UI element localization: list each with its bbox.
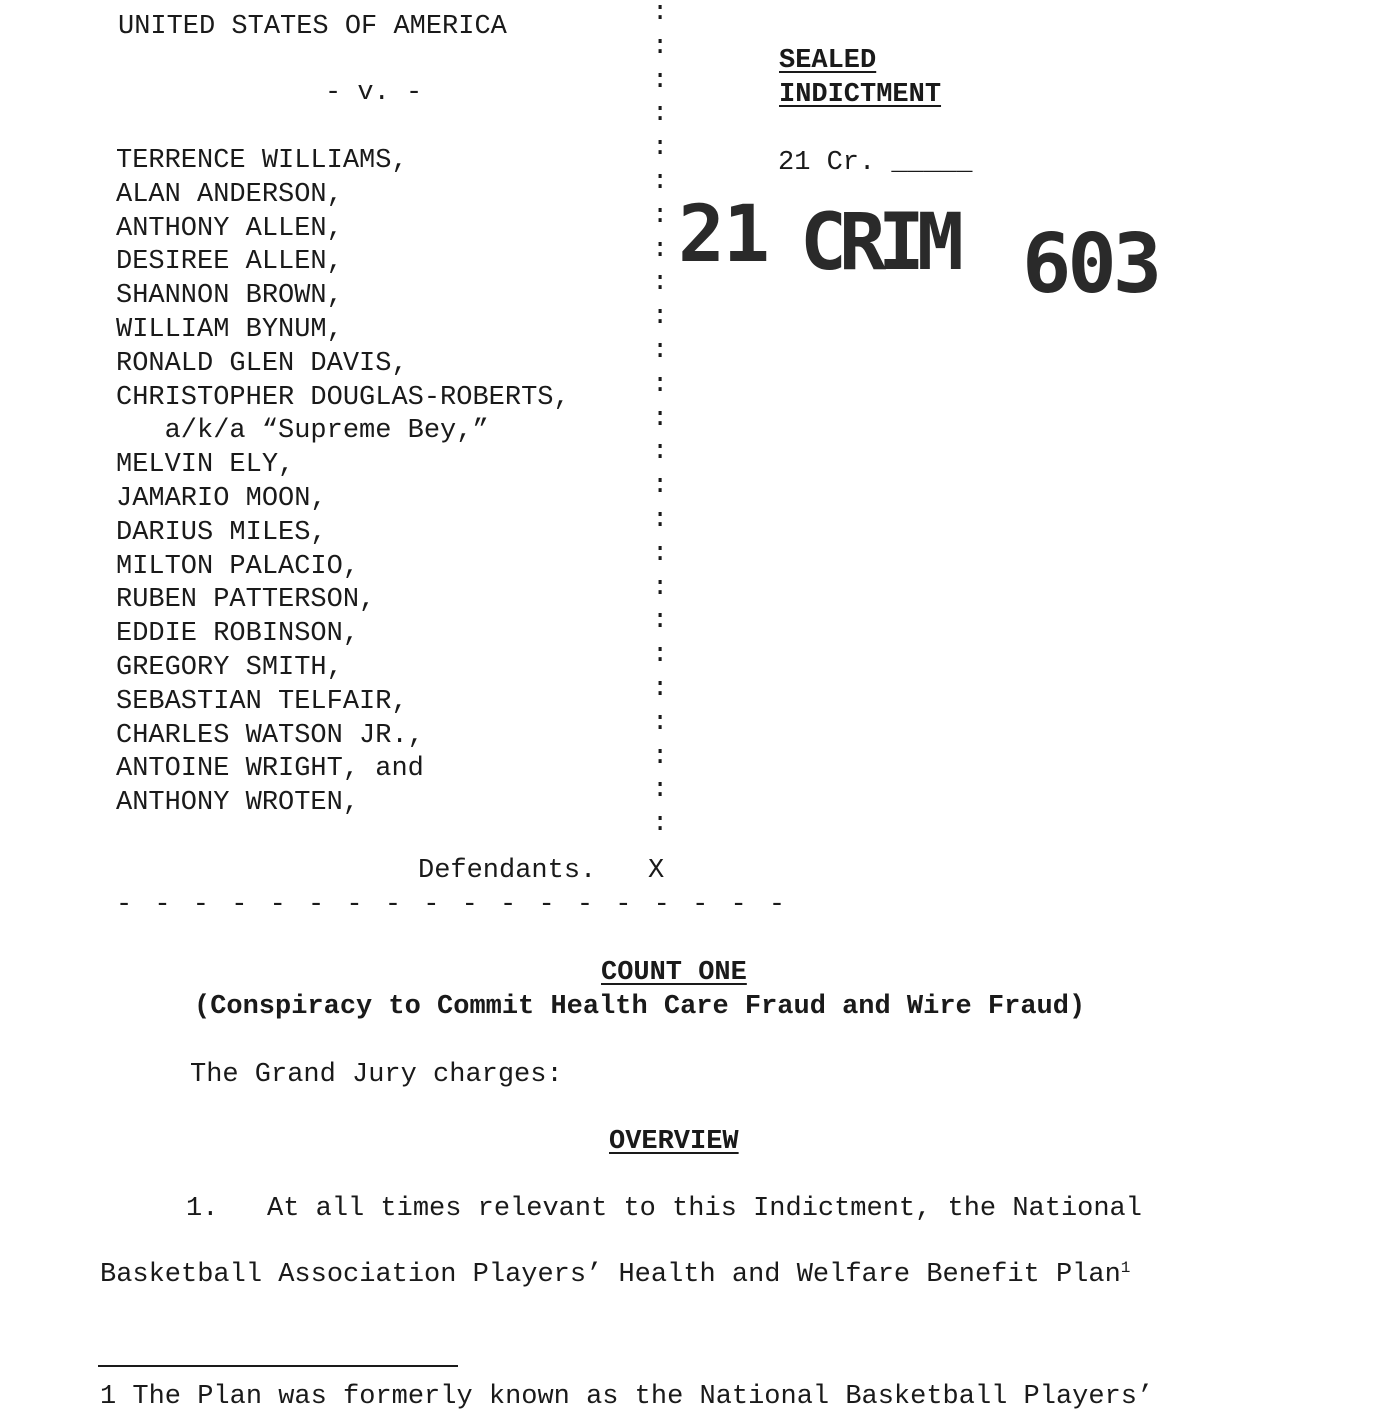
caption-colon: : [652, 404, 669, 434]
defendant-name: SHANNON BROWN, [116, 281, 343, 311]
defendant-name: MILTON PALACIO, [116, 552, 360, 582]
defendants-label: Defendants. [418, 856, 597, 886]
defendant-name: RONALD GLEN DAVIS, [116, 349, 408, 379]
defendant-name: DESIREE ALLEN, [116, 247, 343, 277]
caption-colon: : [652, 539, 669, 569]
footnote-marker: 1 [1120, 1259, 1131, 1277]
indictment-label: INDICTMENT [779, 80, 942, 110]
caption-colon: : [652, 437, 669, 467]
caption-colon: : [652, 336, 669, 366]
caption-x-mark: X [648, 856, 665, 886]
case-stamp-year: 21 [678, 190, 768, 280]
caption-colon: : [652, 708, 669, 738]
defendant-name: a/k/a “Supreme Bey,” [116, 416, 489, 446]
defendant-name: ANTHONY ALLEN, [116, 214, 343, 244]
case-stamp-crim: CRIM [800, 198, 956, 288]
defendant-name: TERRENCE WILLIAMS, [116, 146, 408, 176]
caption-colon: : [652, 99, 669, 129]
caption-colon: : [652, 268, 669, 298]
defendant-name: CHRISTOPHER DOUGLAS-ROBERTS, [116, 383, 570, 413]
caption-colon: : [652, 235, 669, 265]
plaintiff-name: UNITED STATES OF AMERICA [118, 12, 507, 42]
defendant-name: EDDIE ROBINSON, [116, 619, 360, 649]
caption-colon: : [652, 775, 669, 805]
defendant-name: JAMARIO MOON, [116, 484, 327, 514]
caption-colon: : [652, 302, 669, 332]
caption-colon: : [652, 505, 669, 535]
count-subtitle: (Conspiracy to Commit Health Care Fraud and Wire Fraud) [194, 992, 1086, 1022]
caption-colon: : [652, 674, 669, 704]
caption-colon: : [652, 573, 669, 603]
caption-colon: : [652, 0, 669, 28]
caption-colon: : [652, 32, 669, 62]
caption-colon: : [652, 133, 669, 163]
paragraph-1-line-1: 1. At all times relevant to this Indictment, the National [186, 1194, 1142, 1224]
defendant-name: WILLIAM BYNUM, [116, 315, 343, 345]
caption-colon: : [652, 471, 669, 501]
defendant-name: SEBASTIAN TELFAIR, [116, 687, 408, 717]
defendant-name: DARIUS MILES, [116, 518, 327, 548]
caption-colon: : [652, 370, 669, 400]
case-stamp-number: 603 [1022, 217, 1159, 312]
caption-colon: : [652, 640, 669, 670]
count-title: COUNT ONE [601, 958, 747, 988]
caption-colon: : [652, 606, 669, 636]
defendant-name: CHARLES WATSON JR., [116, 721, 424, 751]
sealed-label: SEALED [779, 46, 877, 76]
paragraph-1-line-2-text: Basketball Association Players’ Health and Welfare Benefit Plan [100, 1260, 1121, 1290]
defendant-name: MELVIN ELY, [116, 450, 295, 480]
defendant-name: ANTOINE WRIGHT, and [116, 754, 424, 784]
caption-colon: : [652, 201, 669, 231]
caption-colon: : [652, 167, 669, 197]
versus-label: - v. - [325, 78, 423, 108]
caption-colon: : [652, 66, 669, 96]
case-number-prefix: 21 Cr. _____ [778, 148, 973, 178]
caption-colon: : [652, 809, 669, 839]
footnote-text: 1 The Plan was formerly known as the National Basketball Players’ [100, 1382, 1154, 1412]
defendant-name: RUBEN PATTERSON, [116, 585, 376, 615]
overview-heading: OVERVIEW [609, 1127, 739, 1157]
grand-jury-charges: The Grand Jury charges: [190, 1060, 563, 1090]
caption-dash-rule: - - - - - - - - - - - - - - - - - - [116, 890, 789, 920]
defendant-name: GREGORY SMITH, [116, 653, 343, 683]
defendant-name: ALAN ANDERSON, [116, 180, 343, 210]
footnote-rule [98, 1365, 458, 1367]
caption-colon: : [652, 742, 669, 772]
paragraph-1-line-2 [100, 1259, 1131, 1290]
defendant-name: ANTHONY WROTEN, [116, 788, 360, 818]
